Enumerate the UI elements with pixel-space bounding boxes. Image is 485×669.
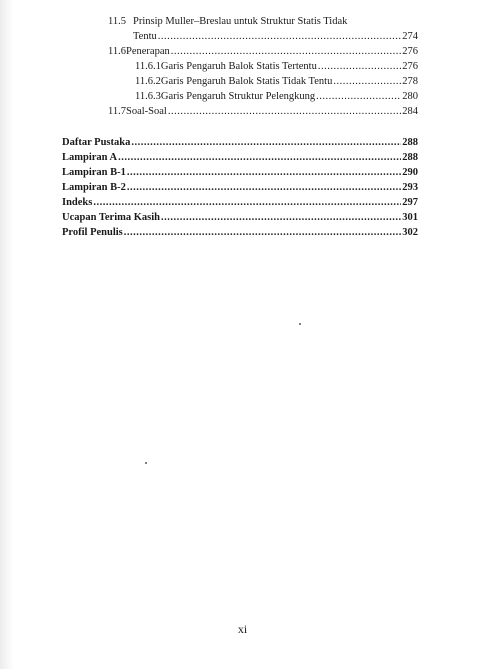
toc-title: Profil Penulis	[62, 227, 123, 238]
toc-leader-dots	[158, 30, 401, 43]
page-number-footer: xi	[237, 622, 248, 636]
toc-entry-indeks	[62, 196, 418, 209]
toc-title: Penerapan	[126, 46, 170, 57]
toc-entry-profil-penulis	[62, 226, 418, 239]
toc-title: Lampiran B-1	[62, 167, 126, 178]
toc-entry-11-6-1	[135, 60, 418, 73]
toc-entry-11-6-3	[135, 90, 418, 103]
toc-title: Lampiran A	[62, 152, 118, 163]
toc-leader-dots	[131, 136, 401, 149]
toc-number: 11.7	[108, 106, 126, 117]
toc-entry-daftar-pustaka	[62, 136, 418, 149]
toc-title: Daftar Pustaka	[62, 137, 131, 148]
toc-title: Soal-Soal	[126, 106, 167, 117]
toc-page-number: 288	[402, 152, 418, 163]
toc-title: Indeks	[62, 197, 93, 208]
toc-page-number: 280	[402, 91, 418, 102]
toc-page-number: 276	[402, 61, 418, 72]
toc-page-number: 302	[402, 227, 418, 238]
toc-entry-lampiran-b2	[62, 181, 418, 194]
toc-page-number: 276	[402, 46, 418, 57]
toc-number: 11.6.1	[135, 61, 161, 72]
toc-page-number: 293	[402, 182, 418, 193]
toc-entry-ucapan-terima-kasih	[62, 211, 418, 224]
toc-entry-lampiran-b1	[62, 166, 418, 179]
toc-number: 11.6	[108, 46, 126, 57]
toc-title: Garis Pengaruh Balok Statis Tertentu	[160, 61, 317, 72]
toc-number: 11.6.3	[135, 91, 161, 102]
toc-leader-dots	[333, 75, 401, 88]
toc-page-number: 278	[402, 76, 418, 87]
toc-leader-dots	[168, 105, 401, 118]
toc-leader-dots	[171, 45, 402, 58]
toc-leader-dots	[93, 196, 401, 209]
toc-title: Ucapan Terima Kasih	[62, 212, 161, 223]
toc-entry-11-6-2	[135, 75, 418, 88]
toc-entry-11-5-continued	[133, 30, 418, 43]
page-edge-shadow	[0, 0, 14, 669]
toc-page-number: 288	[402, 137, 418, 148]
toc-title: Prinsip Muller–Breslau untuk Struktur Statis Tidak	[133, 16, 348, 27]
toc-leader-dots	[127, 181, 401, 194]
scan-speck	[299, 323, 301, 325]
toc-leader-dots	[118, 151, 401, 164]
toc-page-number: 274	[402, 31, 418, 42]
toc-title: Lampiran B-2	[62, 182, 126, 193]
toc-leader-dots	[316, 90, 401, 103]
toc-title: Garis Pengaruh Struktur Pelengkung	[160, 91, 316, 102]
toc-page-number: 290	[402, 167, 418, 178]
toc-page-number: 297	[402, 197, 418, 208]
scan-speck	[145, 462, 147, 464]
toc-leader-dots	[161, 211, 401, 224]
toc-page-number: 284	[402, 106, 418, 117]
toc-title: Garis Pengaruh Balok Statis Tidak Tentu	[160, 76, 333, 87]
toc-entry-11-6	[108, 45, 418, 58]
toc-page-number: 301	[402, 212, 418, 223]
toc-entry-11-7	[108, 105, 418, 118]
toc-leader-dots	[318, 60, 401, 73]
toc-entry-11-5	[108, 15, 418, 28]
toc-number: 11.5	[108, 16, 126, 27]
toc-leader-dots	[127, 166, 401, 179]
toc-number: 11.6.2	[135, 76, 161, 87]
toc-title: Tentu	[133, 31, 157, 42]
toc-entry-lampiran-a	[62, 151, 418, 164]
toc-leader-dots	[124, 226, 401, 239]
